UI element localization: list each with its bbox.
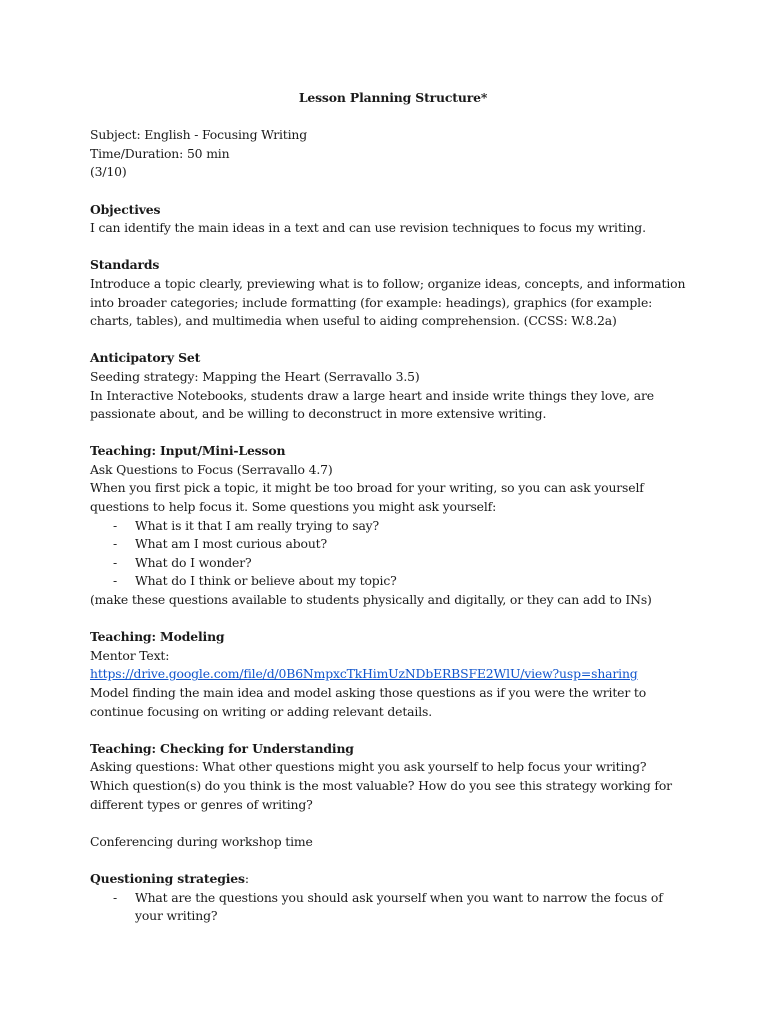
dash-bullet-icon: - <box>113 554 118 570</box>
list-item <box>90 572 690 591</box>
list-item <box>90 517 690 536</box>
standards-text-line: into broader categories; include formatting (for example: headings), graphics (for example: <box>90 294 653 310</box>
list-item-text: What do I think or believe about my topic? <box>135 573 397 589</box>
dash-bullet-icon: - <box>113 573 118 589</box>
modeling-text-line: Model finding the main idea and model asking those questions as if you were the writer to <box>90 685 647 700</box>
focus-questions-list <box>90 517 690 591</box>
date-line: (3/10) <box>90 164 127 180</box>
objectives-heading: Objectives <box>90 201 161 217</box>
list-item <box>90 535 690 554</box>
subject-line: Subject: English - Focusing Writing <box>90 127 308 143</box>
checking-text-line: Asking questions: What other questions might you ask yourself to help focus your writing? <box>90 759 647 775</box>
anticipatory-set-heading: Anticipatory Set <box>90 350 201 366</box>
teaching-input-text-line: Ask Questions to Focus (Serravallo 4.7) <box>90 461 333 477</box>
standards-text-line: Introduce a topic clearly, previewing what is to follow; organize ideas, concepts, and information <box>90 275 686 291</box>
mentor-text-label: Mentor Text: <box>90 647 170 663</box>
document-page <box>90 89 690 926</box>
modeling-text-line: continue focusing on writing or adding relevant details. <box>90 703 433 719</box>
anticipatory-text-line: passionate about, and be willing to deconstruct in more extensive writing. <box>90 406 547 422</box>
teaching-input-heading: Teaching: Input/Mini-Lesson <box>90 443 286 459</box>
duration-line: Time/Duration: 50 min <box>90 145 230 161</box>
standards-text-line: charts, tables), and multimedia when useful to aiding comprehension. (CCSS: W.8.2a) <box>90 313 617 329</box>
questioning-list <box>90 889 690 926</box>
teaching-input-text-line: When you first pick a topic, it might be too broad for your writing, so you can ask yourself <box>90 480 644 496</box>
checking-heading: Teaching: Checking for Understanding <box>90 740 354 756</box>
list-item-text: What am I most curious about? <box>135 536 327 552</box>
list-item-text: your writing? <box>135 908 218 924</box>
dash-bullet-icon: - <box>113 889 118 905</box>
conferencing-line: Conferencing during workshop time <box>90 833 313 849</box>
teaching-input-text-line: questions to help focus it. Some questions you might ask yourself: <box>90 499 497 515</box>
list-item-text: What do I wonder? <box>135 554 252 570</box>
list-item <box>90 889 690 926</box>
list-item-text: What is it that I am really trying to say? <box>135 517 380 533</box>
list-item-text: What are the questions you should ask yourself when you want to narrow the focus of <box>135 889 663 905</box>
list-item <box>90 554 690 573</box>
questioning-heading-colon: : <box>244 870 249 886</box>
document-title: Lesson Planning Structure* <box>298 90 488 105</box>
checking-text-line: Which question(s) do you think is the most valuable? How do you see this strategy working for <box>90 777 672 793</box>
anticipatory-text-line: In Interactive Notebooks, students draw a large heart and inside write things they love, are <box>90 387 654 403</box>
mentor-text-link[interactable]: https://drive.google.com/file/d/0B6NmpxcTkHimUzNDbERBSFE2WlU/view?usp=sharing <box>90 666 638 682</box>
objectives-text: I can identify the main ideas in a text and can use revision techniques to focus my writing. <box>90 220 646 236</box>
anticipatory-text-line: Seeding strategy: Mapping the Heart (Serravallo 3.5) <box>90 368 420 384</box>
standards-heading: Standards <box>90 257 160 273</box>
questioning-heading: Questioning strategies <box>90 870 245 886</box>
checking-text-line: different types or genres of writing? <box>90 796 313 812</box>
dash-bullet-icon: - <box>113 517 118 533</box>
dash-bullet-icon: - <box>113 536 118 552</box>
teaching-input-note: (make these questions available to students physically and digitally, or they can add to INs) <box>90 592 652 608</box>
modeling-heading: Teaching: Modeling <box>90 629 225 645</box>
